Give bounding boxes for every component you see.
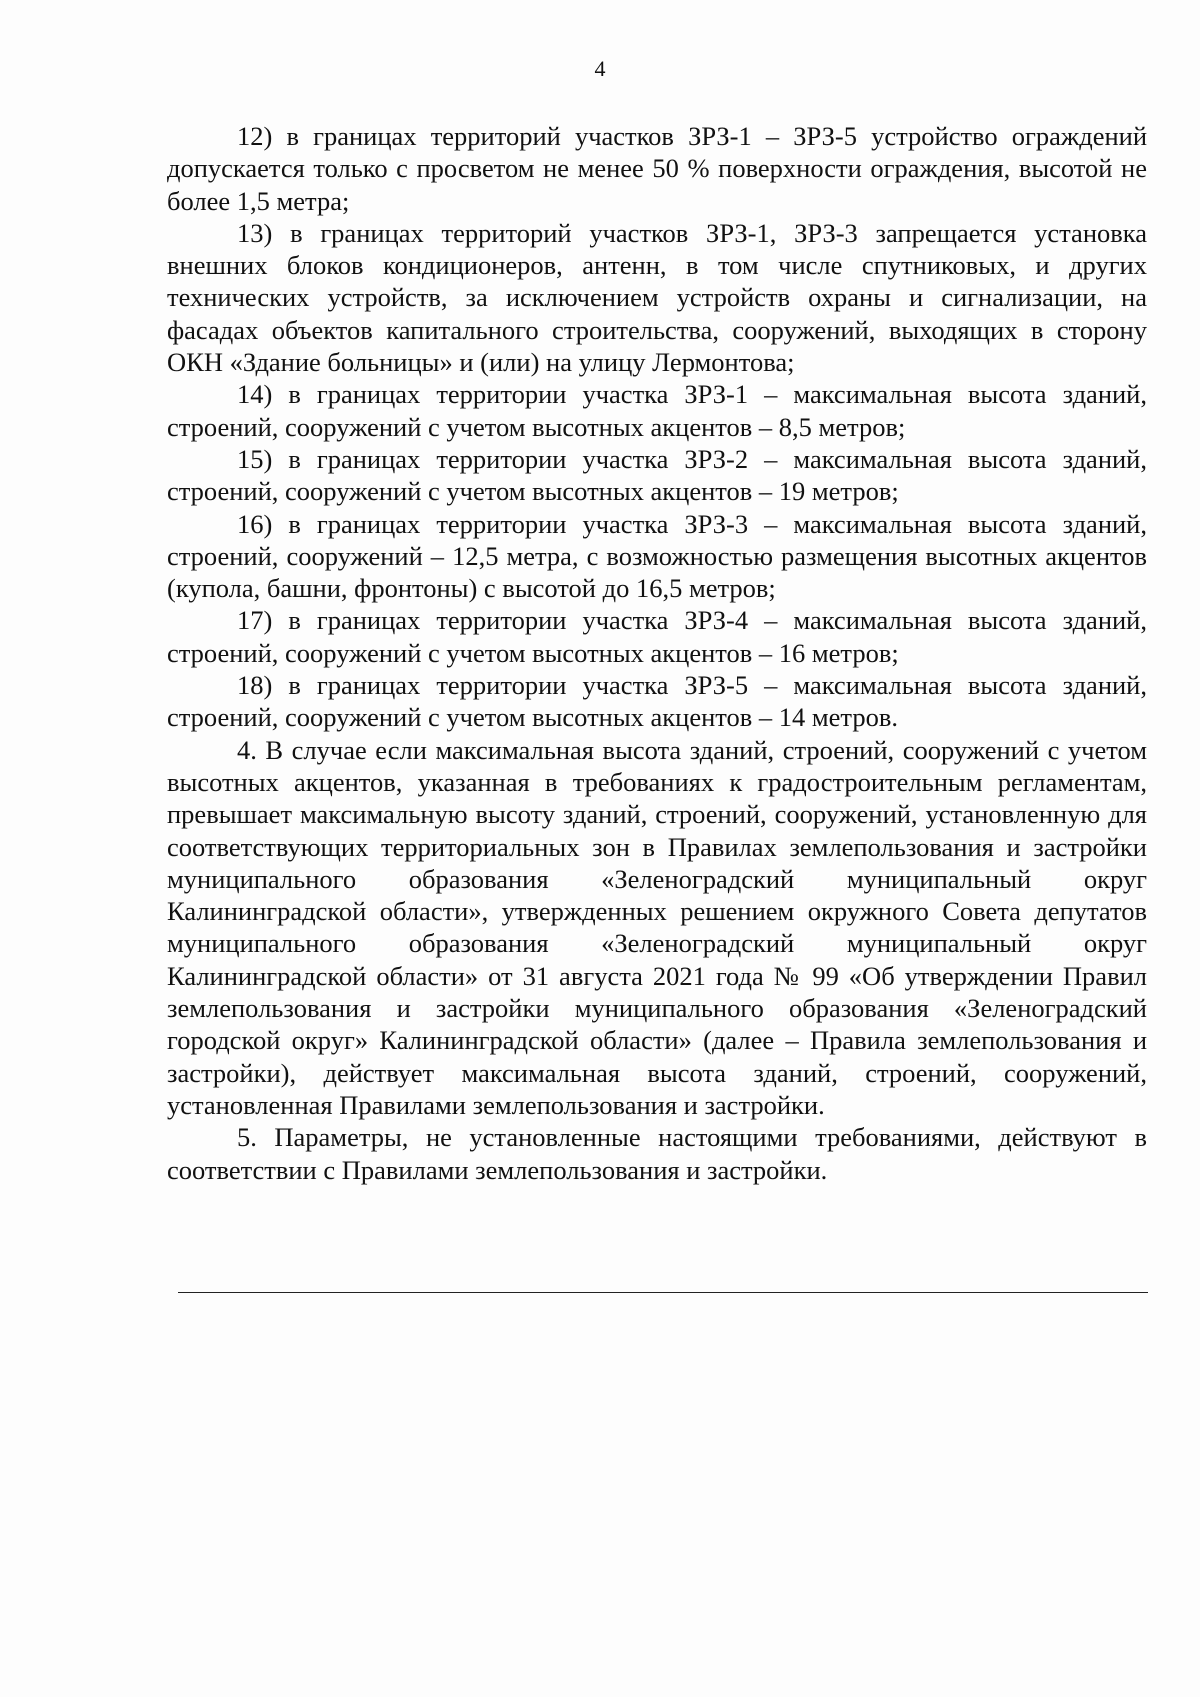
- paragraph-item-17: 17) в границах территории участка ЗРЗ-4 – максимальная высота зданий, строений, сооружений с учетом высотных акцентов – 16 метров;: [167, 605, 1147, 668]
- page-number: 4: [594, 56, 606, 81]
- paragraph-clause-4: 4. В случае если максимальная высота зданий, строений, сооружений с учетом высотных акцентов, указанная в требованиях к градостроительным регламентам, превышает максимальную высоту зданий, строений, сооружений, установленную для соответствующих территориальных зон в Правилах землепользования и застройки муниципального образования «Зеленоградский муниципальный округ Калининградской области», утвержденных решением окружного Совета депутатов муниципального образования «Зеленоградский муниципальный округ Калининградской области» от 31 августа 2021 года № 99 «Об утверждении Правил землепользования и застройки муниципального образования «Зеленоградский городской округ» Калининградской области» (далее – Правила землепользования и застройки), действует максимальная высота зданий, строений, сооружений, установленная Правилами землепользования и застройки.: [167, 734, 1147, 1120]
- paragraph-item-14: 14) в границах территории участка ЗРЗ-1 – максимальная высота зданий, строений, сооружений с учетом высотных акцентов – 8,5 метров;: [167, 379, 1147, 442]
- document-body: [167, 120, 1147, 1186]
- paragraph-item-16: 16) в границах территории участка ЗРЗ-3 – максимальная высота зданий, строений, сооружений – 12,5 метра, с возможностью размещения высотных акцентов (купола, башни, фронтоны) с высотой до 16,5 метров;: [167, 508, 1147, 604]
- paragraph-item-13: 13) в границах территорий участков ЗРЗ-1, ЗРЗ-3 запрещается установка внешних блоков кондиционеров, антенн, в том числе спутниковых, и других технических устройств, за исключением устройств охраны и сигнализации, на фасадах объектов капитального строительства, сооружений, выходящих в сторону ОКН «Здание больницы» и (или) на улицу Лермонтова;: [167, 217, 1147, 378]
- paragraph-clause-5: 5. Параметры, не установленные настоящими требованиями, действуют в соответствии с Правилами землепользования и застройки.: [167, 1122, 1147, 1185]
- paragraph-item-18: 18) в границах территории участка ЗРЗ-5 – максимальная высота зданий, строений, сооружений с учетом высотных акцентов – 14 метров.: [167, 670, 1147, 733]
- closing-divider-line: [178, 1292, 1148, 1293]
- paragraph-item-15: 15) в границах территории участка ЗРЗ-2 – максимальная высота зданий, строений, сооружений с учетом высотных акцентов – 19 метров;: [167, 443, 1147, 507]
- paragraph-item-12: 12) в границах территорий участков ЗРЗ-1 – ЗРЗ-5 устройство ограждений допускается только с просветом не менее 50 % поверхности ограждения, высотой не более 1,5 метра;: [167, 121, 1147, 216]
